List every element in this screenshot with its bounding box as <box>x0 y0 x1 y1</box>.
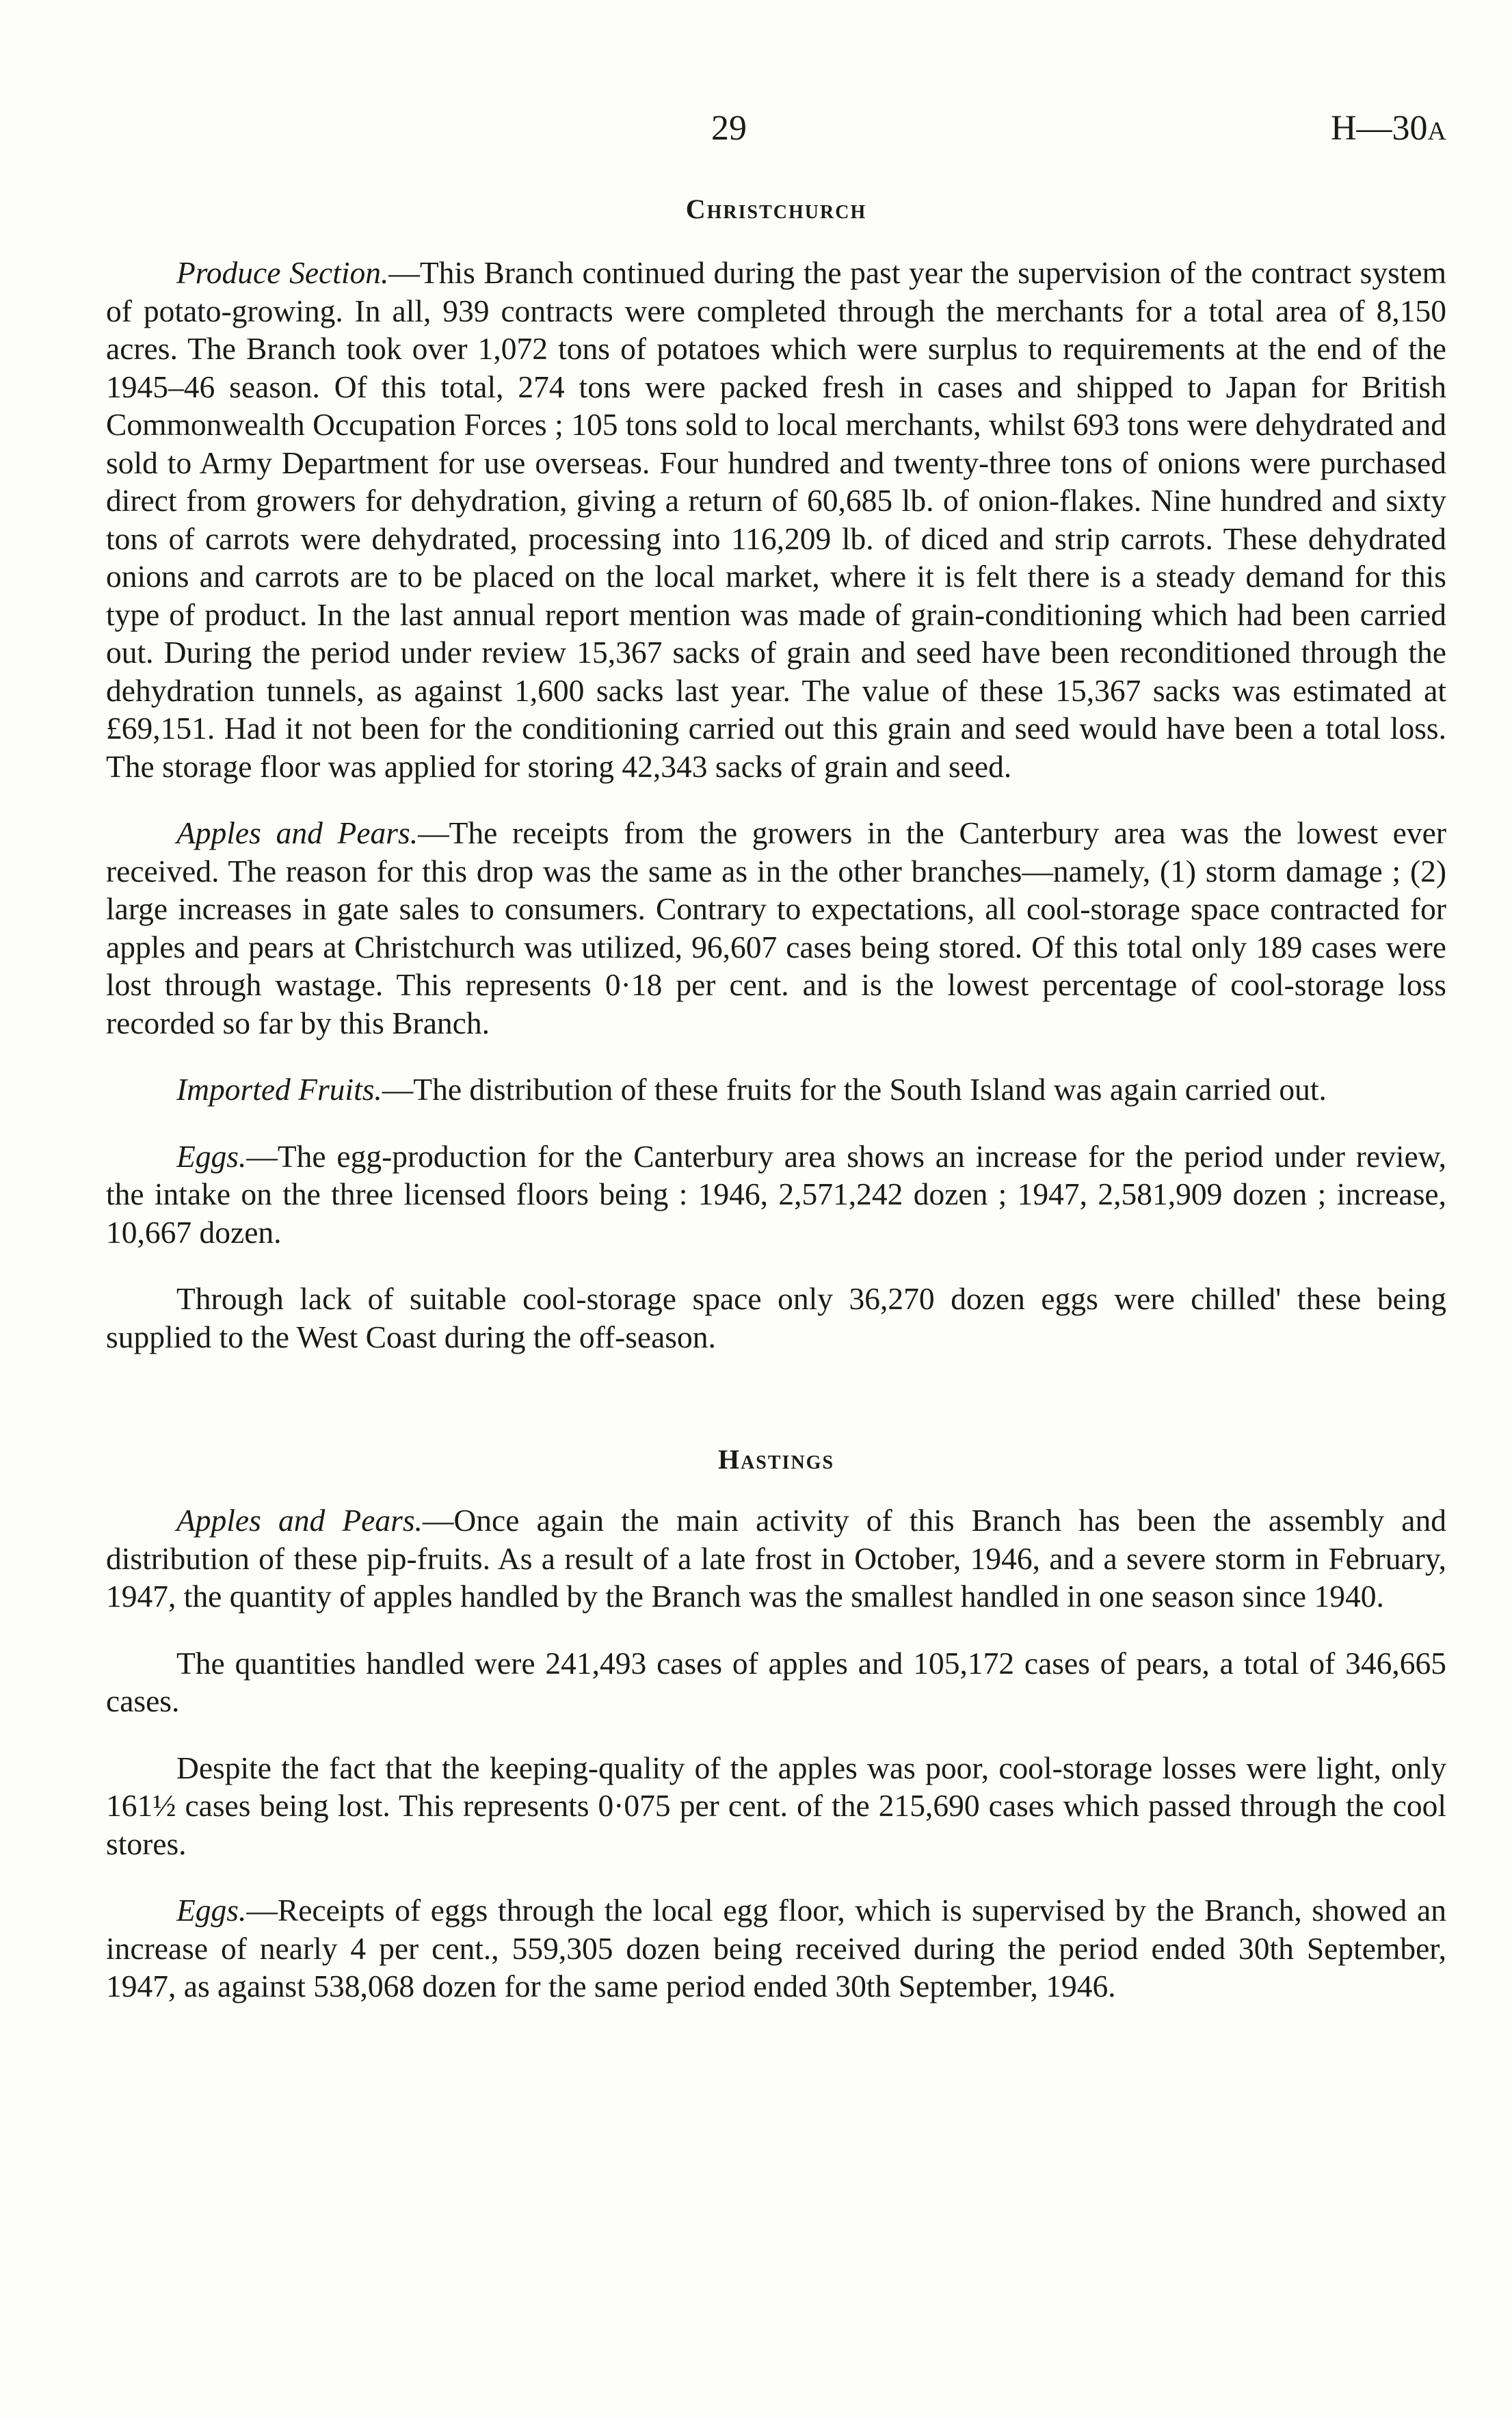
paragraph-apples-and-pears-christchurch <box>106 814 1446 1042</box>
paragraph-text: —The egg-production for the Canterbury area shows an increase for the period under review, the intake on the three licensed floors being : 1946, 2,571,242 dozen ; 1947, 2,581,909 dozen ; increase, 10,667 dozen. <box>106 1138 1446 1250</box>
page-number: 29 <box>711 109 747 148</box>
paragraph-text: —Receipts of eggs through the local egg floor, which is supervised by the Branch, showed an increase of nearly 4 per cent., 559,305 dozen being received during the period ended 30th September, 1947, as against 538,068 dozen for the same period ended 30th September, 1946. <box>106 1893 1446 2003</box>
document-reference-main: H—30 <box>1330 109 1428 148</box>
paragraph-chilled-eggs <box>106 1280 1446 1356</box>
page-body <box>106 193 1446 2034</box>
paragraph-text: The quantities handled were 241,493 cases of apples and 105,172 cases of pears, a total of 346,665 cases. <box>106 1645 1446 1718</box>
paragraph-label: Eggs. <box>176 1138 247 1174</box>
paragraph-imported-fruits <box>106 1070 1446 1109</box>
paragraph-text: —The distribution of these fruits for the South Island was again carried out. <box>382 1072 1327 1107</box>
section-heading-christchurch: Christchurch <box>685 194 867 224</box>
paragraph-apples-and-pears-hastings <box>106 1501 1446 1616</box>
section-heading-hastings: Hastings <box>717 1444 835 1475</box>
document-reference <box>1331 108 1446 148</box>
document-reference-suffix: A <box>1427 117 1446 146</box>
paragraph-text: Despite the fact that the keeping-quality of the apples was poor, cool-storage losses were light, only 161½ cases being lost. This represents 0·075 per cent. of the 215,690 cases which passed through the cool stores. <box>106 1750 1446 1861</box>
paragraph-text: —The receipts from the growers in the Canterbury area was the lowest ever received. The reason for this drop was the same as in the other branches—namely, (1) storm damage ; (2) large increases in gate sales to consumers. Contrary to expectations, all cool-storage space contracted for apples and pears at Christchurch was utilized, 96,607 cases being stored. Of this total only 189 cases were lost through wastage. This represents 0·18 per cent. and is the lowest percentage of cool-storage loss recorded so far by this Branch. <box>106 815 1446 1040</box>
paragraph-label: Imported Fruits. <box>176 1072 382 1107</box>
paragraph-text: —This Branch continued during the past year the supervision of the contract system of potato-growing. In all, 939 contracts were completed through the merchants for a total area of 8,150 acres. The Branch took over 1,072 tons of potatoes which were surplus to requirements at the end of the 1945–46 season. Of this total, 274 tons were packed fresh in cases and shipped to Japan for British Commonwealth Occupation Forces ; 105 tons sold to local merchants, whilst 693 tons were dehydrated and sold to Army Department for use overseas. Four hundred and twenty-three tons of onions were purchased direct from growers for dehydration, giving a return of 60,685 lb. of onion-flakes. Nine hundred and sixty tons of carrots were dehydrated, processing into 116,209 lb. of diced and strip carrots. These dehydrated onions and carrots are to be placed on the local market, where it is felt there is a steady demand for this type of product. In the last annual report mention was made of grain-conditioning which had been carried out. During the period under review 15,367 sacks of grain and seed have been reconditioned through the dehydration tunnels, as against 1,600 sacks last year. The value of these 15,367 sacks was estimated at £69,151. Had it not been for the conditioning carried out this grain and seed would have been a total loss. The storage floor was applied for storing 42,343 sacks of grain and seed. <box>106 255 1446 784</box>
paragraph-cool-storage-losses <box>106 1749 1446 1863</box>
paragraph-text: Through lack of suitable cool-storage space only 36,270 dozen eggs were chilled' these being supplied to the West Coast during the off-season. <box>106 1281 1446 1354</box>
paragraph-quantities-handled <box>106 1644 1446 1720</box>
paragraph-eggs-christchurch <box>106 1138 1446 1252</box>
paragraph-label: Apples and Pears. <box>176 1503 423 1538</box>
paragraph-text: —Once again the main activity of this Branch has been the assembly and distribution of these pip-fruits. As a result of a late frost in October, 1946, and a severe storm in February, 1947, the quantity of apples handled by the Branch was the smallest handled in one season since 1940. <box>106 1503 1446 1614</box>
paragraph-eggs-hastings <box>106 1891 1446 2006</box>
paragraph-label: Eggs. <box>176 1893 247 1928</box>
paragraph-label: Produce Section. <box>176 255 389 290</box>
paragraph-produce-section <box>106 254 1446 785</box>
paragraph-label: Apples and Pears. <box>176 815 419 850</box>
